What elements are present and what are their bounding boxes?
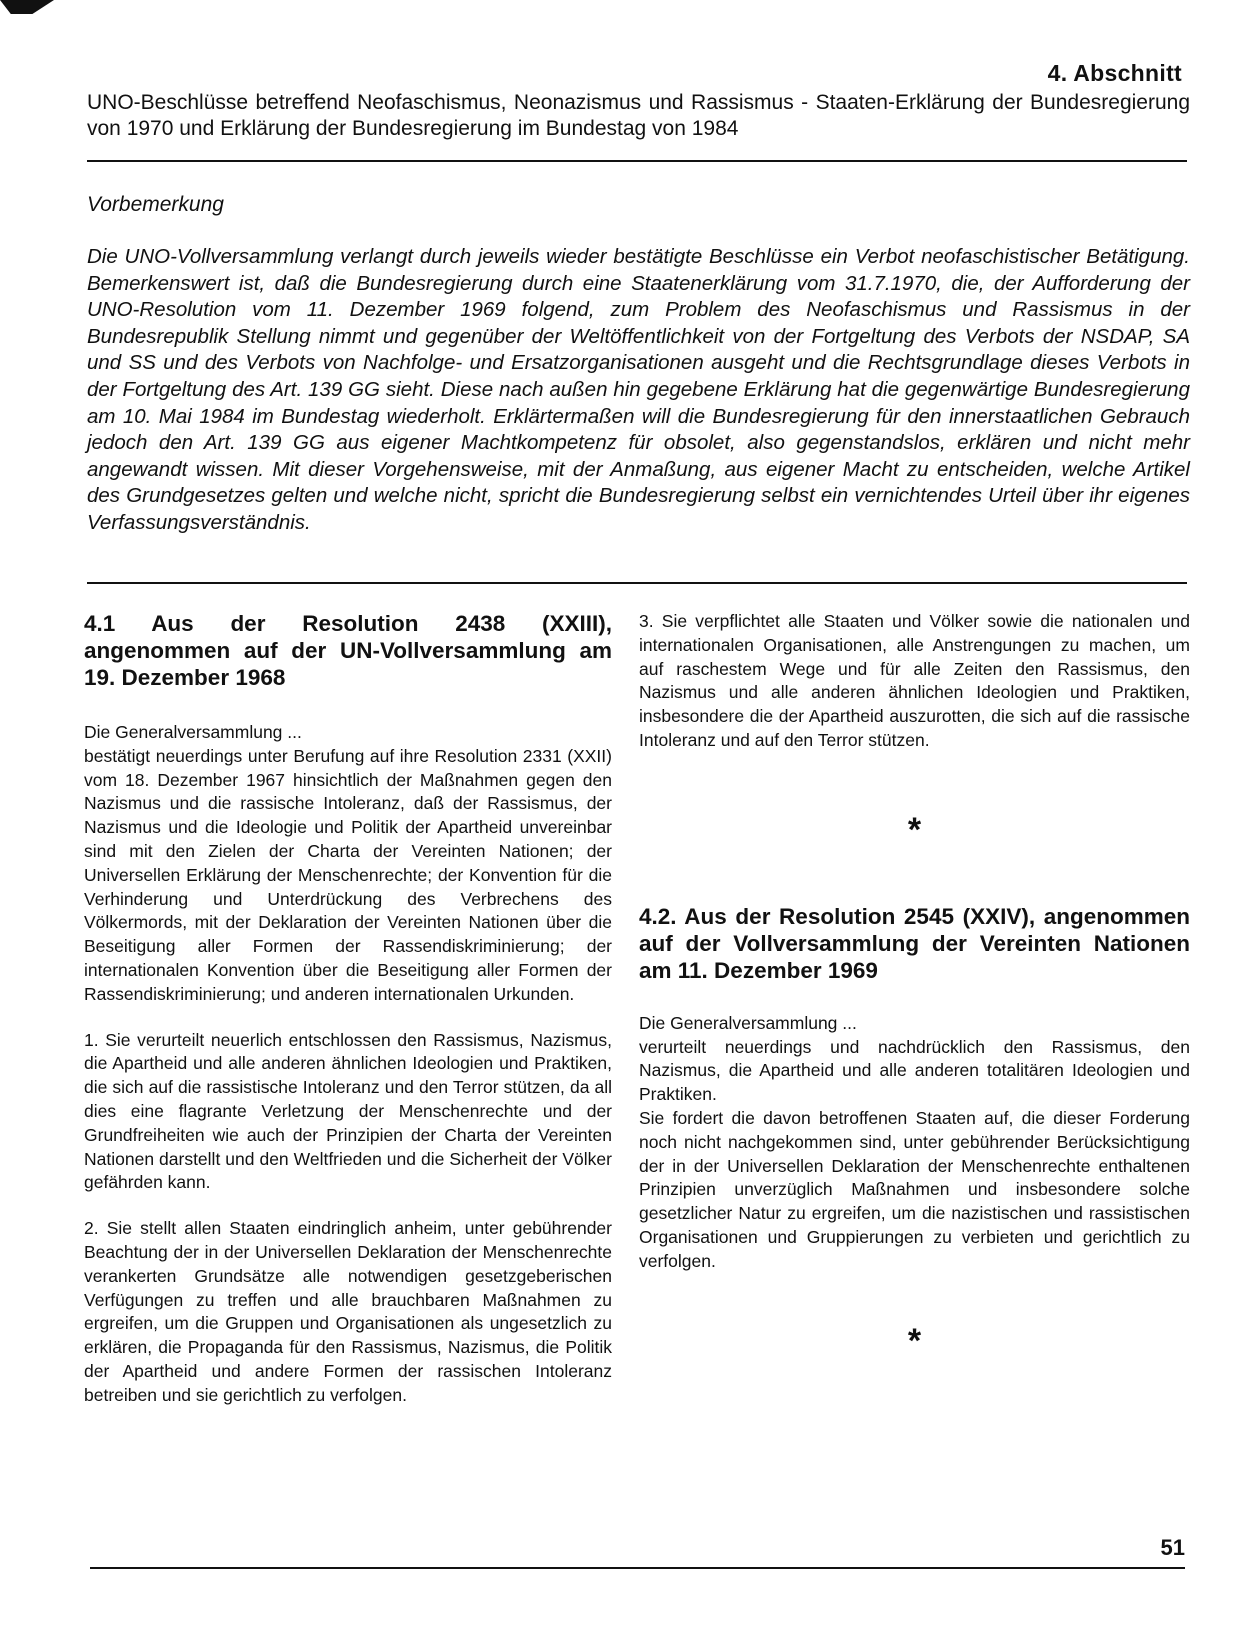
vorbemerkung-heading: Vorbemerkung bbox=[87, 193, 224, 216]
page-number: 51 bbox=[1160, 1535, 1185, 1560]
end-separator-star: * bbox=[907, 1321, 922, 1360]
resolution-2438-preamble: bestätigt neuerdings unter Berufung auf ihre Resolution 2331 (XXII) vom 18. Dezember 1967 hinsichtlich der Maßnahmen gegen den Nazismus und die rassische Intoleranz, daß der Rassismus, der Nazismus und die Ideologie und Politik der Apartheid unvereinbar sind mit den Zielen der Charta der Vereinten Nationen; der Universellen Erklärung der Menschenrechte; der Konvention für die Verhinderung und Unterdrückung des Verbrechens des Völkermords, mit der Deklaration der Vereinten Nationen über die Beseitigung aller Formen der Rassendiskriminierung; der internationalen Konvention über die Beseitigung aller Formen der Rassendiskriminierung; und anderen internationalen Urkunden. bbox=[84, 745, 612, 1004]
page-corner-mark bbox=[0, 0, 54, 14]
resolution-2545-heading: 4.2. Aus der Resolution 2545 (XXIV), angenommen auf der Vollversammlung der Vereinten Nationen am 11. Dezember 1969 bbox=[639, 903, 1190, 983]
section-title: UNO-Beschlüsse betreffend Neofaschismus, Neonazismus und Rassismus - Staaten-Erklärung der Bundesregierung von 1970 und Erklärung der Bundesregierung im Bundestag von 1984 bbox=[87, 91, 1190, 140]
resolution-2545-paragraph-1: verurteilt neuerdings und nachdrücklich den Rassismus, den Nazismus, die Apartheid und alle anderen totalitären Ideologien und Praktiken. bbox=[639, 1036, 1190, 1105]
resolution-2438-intro: Die Generalversammlung ... bbox=[84, 722, 302, 742]
vorbemerkung-text: Die UNO-Vollversammlung verlangt durch jeweils wieder bestätigte Beschlüsse ein Verbot neofaschistischer Betätigung. Bemerkenswert ist, daß die Bundesregierung durch eine Staatenerklärung vom 31.7.1970, die, der Aufforderung der UNO-Resolution vom 11. Dezember 1969 folgend, zum Problem des Neofaschismus und Rassismus in der Bundesrepublik Stellung nimmt und gegenüber der Weltöffentlichkeit von der Fortgeltung des Verbots der NSDAP, SA und SS und des Verbots von Nachfolge- und Ersatzorganisationen ausgeht und die Rechtsgrundlage dieses Verbots in der Fortgeltung des Art. 139 GG sieht. Diese nach außen hin gegebene Erklärung hat die gegenwärtige Bundesregierung am 10. Mai 1984 im Bundestag wiederholt. Erklärtermaßen will die Bundesregierung für den innerstaatlichen Gebrauch jedoch den Art. 139 GG aus eigener Machtkompetenz für obsolet, also gegenstandslos, erklären und nicht mehr angewandt wissen. Mit dieser Vorgehensweise, mit der Anmaßung, aus eigener Macht zu entscheiden, welche Artikel des Grundgesetzes gelten und welche nicht, spricht die Bundesregierung selbst ein vernichtendes Urteil über ihr eigenes Verfassungsverständnis. bbox=[87, 245, 1190, 534]
section-separator-star: * bbox=[907, 810, 922, 849]
footer-rule bbox=[90, 1567, 1185, 1569]
resolution-2438-point-1: 1. Sie verurteilt neuerlich entschlossen den Rassismus, Nazismus, die Apartheid und alle anderen ähnlichen Ideologien und Praktiken, die sich auf die rassistische Intoleranz und den Terror stützen, da all dies eine flagrante Verletzung der Menschenrechte und der Grundfreiheiten wie auch der Prinzipien der Charta der Vereinten Nationen darstellt und den Weltfrieden und die Sicherheit der Völker gefährden kann. bbox=[84, 1029, 612, 1193]
header-divider bbox=[87, 160, 1187, 162]
section-label: 4. Abschnitt bbox=[1047, 60, 1182, 86]
resolution-2438-point-3: 3. Sie verpflichtet alle Staaten und Völker sowie die nationalen und internationalen Organisationen, alle Anstrengungen zu machen, um auf raschestem Wege und für alle Zeiten den Rassismus, den Nazismus und alle anderen ähnlichen Ideologien und Praktiken, insbesondere die der Apartheid auszurotten, die sich auf die rassische Intoleranz und auf den Terror stützen. bbox=[639, 611, 1190, 750]
resolution-2545-intro: Die Generalversammlung ... bbox=[639, 1012, 857, 1033]
resolution-2545-paragraph-2: Sie fordert die davon betroffenen Staaten auf, die dieser Forderung noch nicht nachgekommen sind, unter gebührender Berücksichtigung der in der Universellen Deklaration der Menschenrechte enthaltenen Prinzipien unverzüglich Maßnahmen und insbesondere solche gesetzlicher Natur zu ergreifen, um die nazistischen und rassistischen Organisationen und Gruppierungen zu verbieten und gerichtlich zu verfolgen. bbox=[639, 1107, 1190, 1271]
vorbemerkung-divider bbox=[87, 582, 1187, 584]
resolution-2438-heading: 4.1 Aus der Resolution 2438 (XXIII), angenommen auf der UN-Vollversammlung am 19. Dezember 1968 bbox=[84, 611, 612, 690]
left-column bbox=[84, 610, 612, 1408]
right-column bbox=[639, 610, 1190, 1358]
resolution-2438-point-2: 2. Sie stellt allen Staaten eindringlich anheim, unter gebührender Beachtung der in der Universellen Deklaration der Menschenrechte verankerten Grundsätze alle notwendigen gesetzgeberischen Verfügungen zu treffen und alle brauchbaren Maßnahmen zu ergreifen, um die Gruppen und Organisationen als ungesetzlich zu erklären, die Propaganda für den Rassismus, Nazismus, die Politik der Apartheid und andere Formen der rassischen Intoleranz betreiben und sie gerichtlich zu verfolgen. bbox=[84, 1218, 612, 1405]
